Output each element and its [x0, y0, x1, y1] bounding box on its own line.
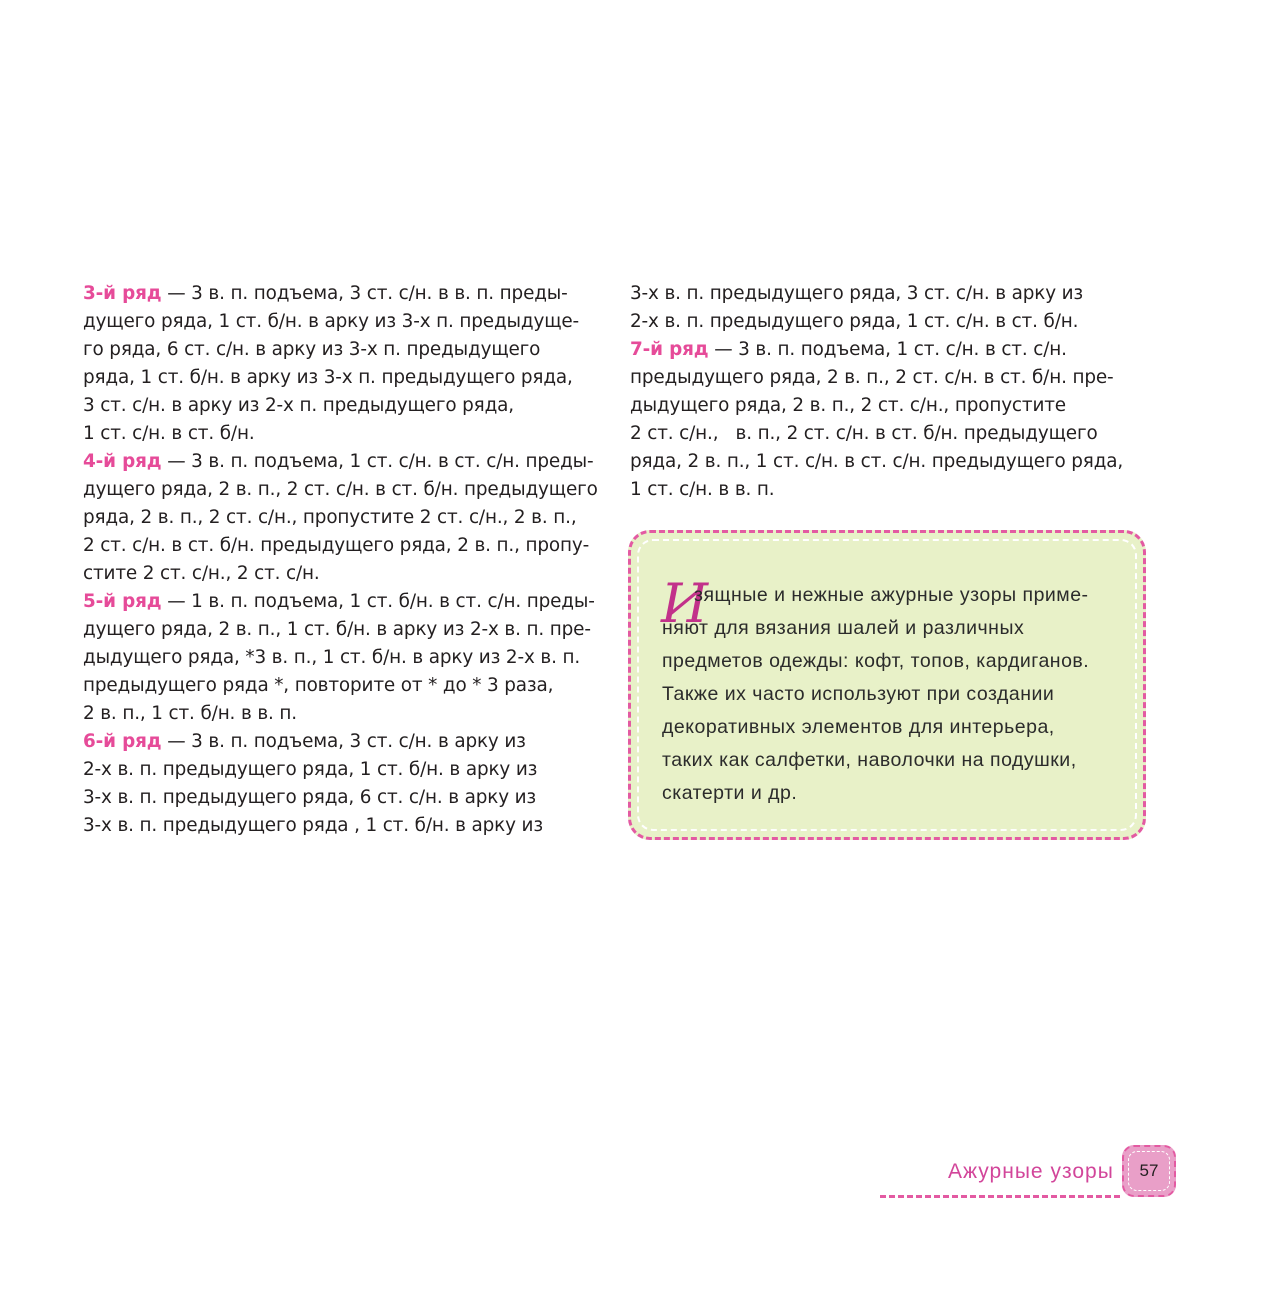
- text-line: предыдущего ряда *, повторите от * до * 3 раза,: [83, 675, 554, 696]
- text-line: ряда, 2 в. п., 1 ст. с/н. в ст. с/н. предыдущего ряда,: [630, 451, 1124, 472]
- text-line: 3-х в. п. предыдущего ряда, 6 ст. с/н. в арку из: [83, 787, 537, 808]
- text-line: дыдущего ряда, 2 в. п., 2 ст. с/н., пропустите: [630, 395, 1066, 416]
- text-line: 2 ст. с/н., в. п., 2 ст. с/н. в ст. б/н. предыдущего: [630, 423, 1098, 444]
- text-line: 4-й ряд — 3 в. п. подъема, 1 ст. с/н. в ст. с/н. преды-: [83, 451, 594, 472]
- note-line: предметов одежды: кофт, топов, кардиганов.: [662, 650, 1090, 672]
- text-line: 1 ст. с/н. в в. п.: [630, 479, 775, 500]
- note-line: таких как салфетки, наволочки на подушки,: [662, 749, 1077, 771]
- row-label: 4-й ряд: [83, 451, 162, 472]
- text-line: 7-й ряд — 3 в. п. подъема, 1 ст. с/н. в ст. с/н.: [630, 339, 1067, 360]
- text-line: 2-х в. п. предыдущего ряда, 1 ст. б/н. в арку из: [83, 759, 538, 780]
- text-line: 2 ст. с/н. в ст. б/н. предыдущего ряда, 2 в. п., пропу-: [83, 535, 590, 556]
- text-line: 5-й ряд — 1 в. п. подъема, 1 ст. б/н. в ст. с/н. преды-: [83, 591, 595, 612]
- text-line: 3-й ряд — 3 в. п. подъема, 3 ст. с/н. в в. п. преды-: [83, 283, 568, 304]
- row-label: 3-й ряд: [83, 283, 162, 304]
- row-label: 7-й ряд: [630, 339, 709, 360]
- footer-dashed-rule: [880, 1195, 1120, 1198]
- text-line: 3-х в. п. предыдущего ряда, 3 ст. с/н. в арку из: [630, 283, 1084, 304]
- page-number: 57: [1139, 1161, 1159, 1180]
- row-label: 6-й ряд: [83, 731, 162, 752]
- text-line: 3 ст. с/н. в арку из 2-х п. предыдущего ряда,: [83, 395, 514, 416]
- note-line: няют для вязания шалей и различных: [662, 617, 1025, 639]
- text-line: дущего ряда, 2 в. п., 1 ст. б/н. в арку из 2-х в. п. пре-: [83, 619, 591, 640]
- note-line: декоративных элементов для интерьера,: [662, 716, 1055, 738]
- text-line: предыдущего ряда, 2 в. п., 2 ст. с/н. в ст. б/н. пре-: [630, 367, 1114, 388]
- note-dropcap: И: [661, 572, 709, 635]
- note-line: Также их часто используют при создании: [662, 683, 1055, 705]
- row-label: 5-й ряд: [83, 591, 162, 612]
- text-line: ряда, 1 ст. б/н. в арку из 3-х п. предыдущего ряда,: [83, 367, 573, 388]
- text-line: дущего ряда, 1 ст. б/н. в арку из 3-х п. предыдуще-: [83, 311, 580, 332]
- note-box: [628, 530, 1146, 840]
- left-column: [83, 280, 613, 840]
- text-line: 1 ст. с/н. в ст. б/н.: [83, 423, 255, 444]
- note-text: [661, 572, 1132, 810]
- text-line: 2-х в. п. предыдущего ряда, 1 ст. с/н. в ст. б/н.: [630, 311, 1079, 332]
- text-line: ряда, 2 в. п., 2 ст. с/н., пропустите 2 ст. с/н., 2 в. п.,: [83, 507, 577, 528]
- text-line: дущего ряда, 2 в. п., 2 ст. с/н. в ст. б/н. предыдущего: [83, 479, 598, 500]
- text-line: 6-й ряд — 3 в. п. подъема, 3 ст. с/н. в арку из: [83, 731, 526, 752]
- page-number-badge: [1122, 1145, 1176, 1197]
- text-line: 3-х в. п. предыдущего ряда , 1 ст. б/н. в арку из: [83, 815, 543, 836]
- text-line: 2 в. п., 1 ст. б/н. в в. п.: [83, 703, 297, 724]
- section-title: Ажурные узоры: [948, 1160, 1114, 1183]
- right-column: [630, 280, 1150, 504]
- text-line: дыдущего ряда, *3 в. п., 1 ст. б/н. в арку из 2-х в. п.: [83, 647, 581, 668]
- note-line: зящные и нежные ажурные узоры приме-: [694, 584, 1089, 606]
- text-line: го ряда, 6 ст. с/н. в арку из 3-х п. предыдущего: [83, 339, 541, 360]
- note-line: скатерти и др.: [662, 782, 798, 804]
- text-line: стите 2 ст. с/н., 2 ст. с/н.: [83, 563, 320, 584]
